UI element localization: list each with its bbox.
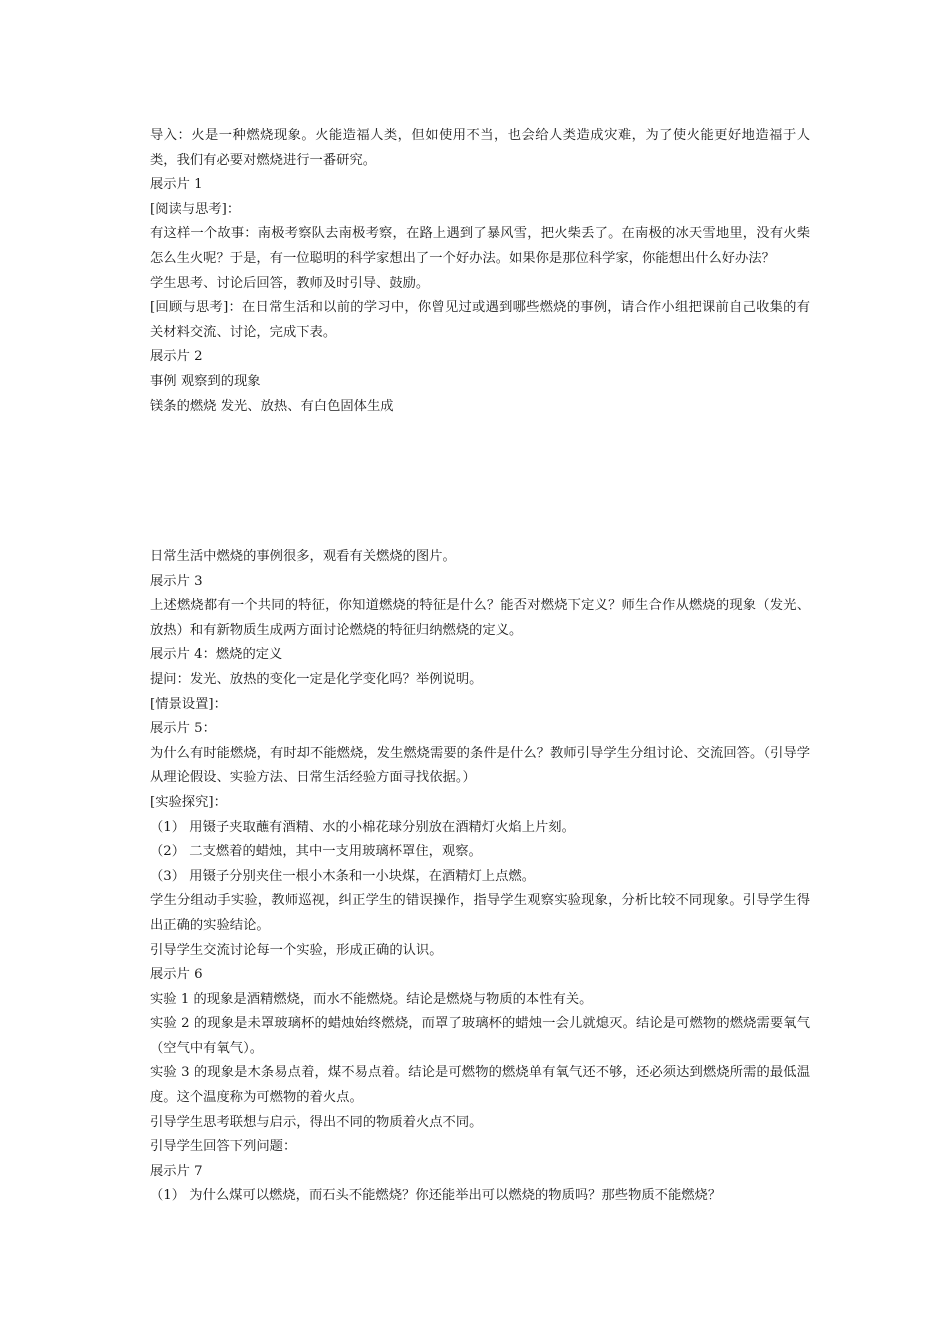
student-experiment-paragraph: 学生分组动手实验，教师巡视，纠正学生的错误操作，指导学生观察实验现象，分析比较不同现象。引导学生得出正确的实验结论。 xyxy=(150,893,810,933)
slide-6-label: 展示片 6 xyxy=(150,967,203,983)
experiment-2-result: 实验 2 的现象是未罩玻璃杯的蜡烛始终燃烧，而罩了玻璃杯的蜡烛一会儿就熄灭。结论是可燃物的燃烧需要氧气（空气中有氧气）。 xyxy=(150,1016,810,1056)
combustion-feature-paragraph: 上述燃烧都有一个共同的特征，你知道燃烧的特征是什么？能否对燃烧下定义？师生合作从燃烧的现象（发光、放热）和有新物质生成两方面讨论燃烧的特征归纳燃烧的定义。 xyxy=(150,598,810,638)
experiment-1-result: 实验 1 的现象是酒精燃烧，而水不能燃烧。结论是燃烧与物质的本性有关。 xyxy=(150,991,593,1007)
student-discussion-line: 学生思考、讨论后回答，教师及时引导、鼓励。 xyxy=(150,275,430,291)
intro-paragraph: 导入：火是一种燃烧现象。火能造福人类，但如使用不当，也会给人类造成灾难，为了使火能更好地造福于人类，我们有必要对燃烧进行一番研究。 xyxy=(150,128,810,168)
story-paragraph: 有这样一个故事：南极考察队去南极考察，在路上遇到了暴风雪，把火柴丢了。在南极的冰天雪地里，没有火柴怎么生火呢？于是，有一位聪明的科学家想出了一个好办法。如果你是那位科学家，你能想出什么好办法？ xyxy=(150,226,810,266)
slide-2-label: 展示片 2 xyxy=(150,349,203,365)
answer-questions-line: 引导学生回答下列问题： xyxy=(150,1139,297,1155)
table-header-line: 事例 观察到的现象 xyxy=(150,373,261,389)
slide-5-label: 展示片 5： xyxy=(150,721,216,737)
ignition-point-line: 引导学生思考联想与启示，得出不同的物质着火点不同。 xyxy=(150,1114,483,1130)
experiment-step-1: （1） 用镊子夹取蘸有酒精、水的小棉花球分别放在酒精灯火焰上片刻。 xyxy=(150,819,575,835)
question-1: （1） 为什么煤可以燃烧，而石头不能燃烧？你还能举出可以燃烧的物质吗？那些物质不能燃烧？ xyxy=(150,1188,722,1204)
read-think-heading: [阅读与思考]： xyxy=(150,201,241,217)
question-line: 提问：发光、放热的变化一定是化学变化吗？举例说明。 xyxy=(150,671,483,687)
slide-1-label: 展示片 1 xyxy=(150,177,203,193)
experiment-3-result: 实验 3 的现象是木条易点着，煤不易点着。结论是可燃物的燃烧单有氧气还不够，还必须达到燃烧所需的最低温度。这个温度称为可燃物的着火点。 xyxy=(150,1065,810,1106)
slide-7-label: 展示片 7 xyxy=(150,1163,203,1179)
text-block-main xyxy=(150,545,810,1209)
slide-4-label: 展示片 4：燃烧的定义 xyxy=(150,647,283,663)
review-think-paragraph: [回顾与思考]：在日常生活和以前的学习中，你曾见过或遇到哪些燃烧的事例，请合作小组把课前自己收集的有关材料交流、讨论，完成下表。 xyxy=(150,300,810,340)
discussion-line: 引导学生交流讨论每一个实验，形成正确的认识。 xyxy=(150,942,443,958)
conditions-paragraph: 为什么有时能燃烧，有时却不能燃烧，发生燃烧需要的条件是什么？教师引导学生分组讨论、交流回答。（引导学从理论假设、实验方法、日常生活经验方面寻找依据。） xyxy=(150,745,810,786)
scenario-heading: [情景设置]： xyxy=(150,696,227,712)
experiment-step-3: （3） 用镊子分别夹住一根小木条和一小块煤，在酒精灯上点燃。 xyxy=(150,868,535,884)
table-row-magnesium: 镁条的燃烧 发光、放热、有白色固体生成 xyxy=(150,398,394,414)
text-block-top xyxy=(150,124,810,419)
experiment-heading: [实验探究]： xyxy=(150,794,227,810)
daily-examples-line: 日常生活中燃烧的事例很多，观看有关燃烧的图片。 xyxy=(150,549,456,564)
experiment-step-2: （2） 二支燃着的蜡烛，其中一支用玻璃杯罩住，观察。 xyxy=(150,844,482,860)
slide-3-label: 展示片 3 xyxy=(150,573,203,589)
